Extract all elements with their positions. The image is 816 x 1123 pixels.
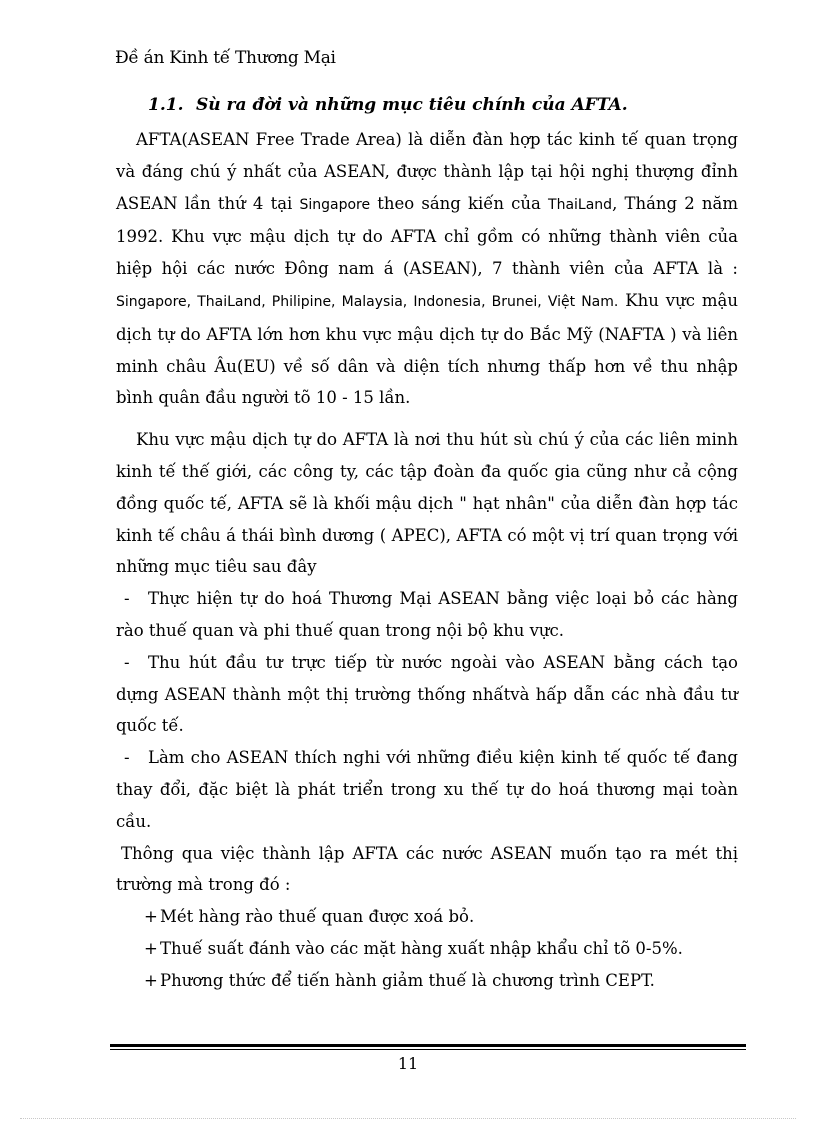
paragraph-text: theo sáng kiến của (370, 193, 549, 213)
bullet-dash: - (124, 748, 130, 768)
paragraph-text: Khu vực mậu dịch tự do AFTA lớn hơn khu vực mậu dịch tự do Bắc Mỹ (NAFTA ) và liên minh châu Âu(EU) về số dân và diện tích nhưng thấp hơn về thu nhập bình quân đầu người tõ 10 - 15 lần. (116, 290, 738, 408)
plus-text: Thuế suất đánh vào các mặt hàng xuất nhập khẩu chỉ tõ 0-5%. (160, 938, 683, 958)
paragraph-text: AFTA(ASEAN Free Trade Area) là diễn đàn hợp tác kinh tế quan trọng và đáng chú ý nhất của ASEAN, được thành lập tại hội nghị thượng đỉnh ASEAN lần thứ 4 tại (116, 130, 738, 213)
plus-symbol: + (144, 907, 158, 927)
bullet-text: Thu hút đầu tư trực tiếp từ nước ngoài vào ASEAN bằng cách tạo dựng ASEAN thành một thị trường thống nhấtvà hấp dẫn các nhà đầu tư quốc tế. (116, 652, 738, 736)
footer-rule-thin (110, 1049, 746, 1050)
bullet-item (116, 647, 738, 742)
plus-symbol: + (144, 938, 158, 958)
plus-text: Phương thức để tiến hành giảm thuế là chương trình CEPT. (160, 970, 655, 990)
plus-item (116, 965, 738, 997)
footer-rule-thick (110, 1044, 746, 1047)
section-title: Sù ra đời và những mục tiêu chính của AFTA. (196, 95, 628, 115)
page-break-divider (20, 1118, 796, 1119)
page-number: 11 (397, 1054, 419, 1073)
plus-item (116, 901, 738, 933)
paragraph-afta-goals: Khu vực mậu dịch tự do AFTA là nơi thu hút sù chú ý của các liên minh kinh tế thế giới, các công ty, các tập đoàn đa quốc gia cũng như cả cộng đồng quốc tế, AFTA sẽ là khối mậu dịch " hạt nhân" của diễn đàn hợp tác kinh tế châu á thái bình dương ( APEC), AFTA có một vị trí quan trọng với những mục tiêu sau đây (116, 430, 738, 577)
plus-item (116, 933, 738, 965)
paragraph-market: Thông qua việc thành lập AFTA các nước ASEAN muốn tạo ra mét thị trường mà trong đó : (116, 843, 738, 895)
bullet-text: Thực hiện tự do hoá Thương Mại ASEAN bằng việc loại bỏ các hàng rào thuế quan và phi thuế quan trong nội bộ khu vực. (116, 589, 738, 640)
bullet-item (116, 583, 738, 647)
bullet-text: Làm cho ASEAN thích nghi với những điều kiện kinh tế quốc tế đang thay đổi, đặc biệt là phát triển trong xu thế tự do hoá thương mại toàn cầu. (116, 748, 738, 831)
section-number: 1.1. (148, 95, 184, 115)
plus-text: Mét hàng rào thuế quan được xoá bỏ. (160, 907, 475, 927)
country-name: ThaiLand (548, 196, 613, 213)
bullet-dash: - (124, 589, 130, 609)
bullet-dash: - (124, 652, 130, 672)
section-heading (148, 95, 628, 115)
page-header-title: Đề án Kinh tế Thương Mại (115, 48, 336, 68)
plus-symbol: + (144, 970, 158, 990)
bullet-item (116, 742, 738, 837)
paragraph-afta-intro (116, 124, 738, 414)
member-list: Singapore, ThaiLand, Philipine, Malaysia, Indonesia, Brunei, Việt Nam. (116, 293, 619, 310)
country-name: Singapore (299, 196, 371, 213)
paragraph-text: , Tháng 2 năm 1992. Khu vực mậu dịch tự do AFTA chỉ gồm có những thành viên của hiệp hội các nước Đông nam á (ASEAN), 7 thành viên của AFTA là : (116, 193, 739, 279)
document-body (116, 124, 738, 997)
